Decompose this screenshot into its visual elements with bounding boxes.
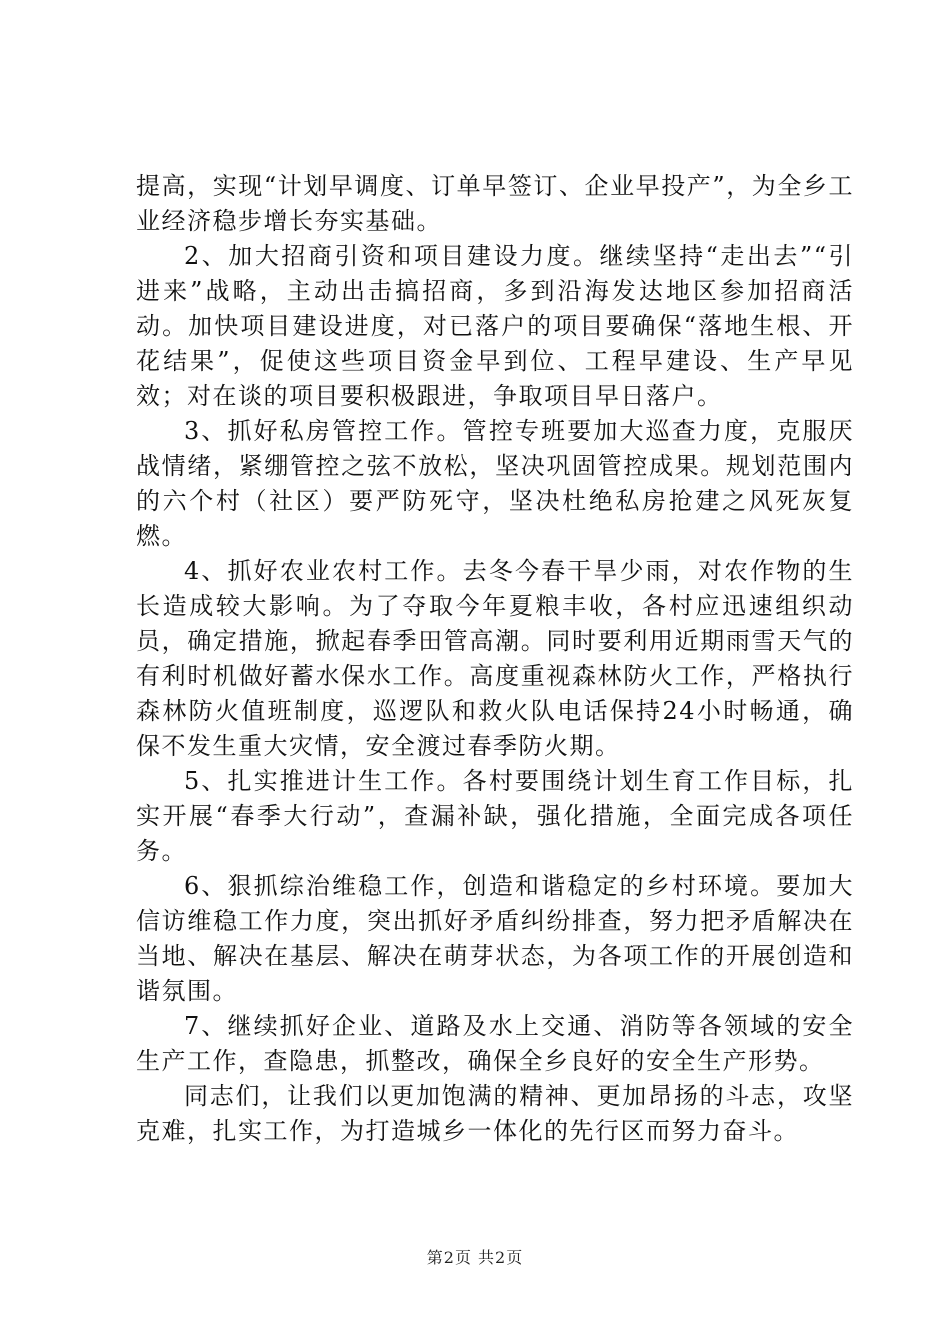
paragraph-housing-control: 3、抓好私房管控工作。管控专班要加大巡查力度，克服厌战情绪，紧绷管控之弦不放松，坚决巩固管控成果。规划范围内的六个村（社区）要严防死守，坚决杜绝私房抢建之风死灰复燃。 <box>136 417 854 550</box>
paragraph-continuation: 提高，实现“计划早调度、订单早签订、企业早投产”，为全乡工业经济稳步增长夯实基础。 <box>136 172 854 235</box>
paragraph-stability: 6、狠抓综治维稳工作，创造和谐稳定的乡村环境。要加大信访维稳工作力度，突出抓好矛盾纠纷排查，努力把矛盾解决在当地、解决在基层、解决在萌芽状态，为各项工作的开展创造和谐氛围。 <box>136 872 854 1005</box>
paragraph-safety: 7、继续抓好企业、道路及水上交通、消防等各领域的安全生产工作，查隐患，抓整改，确保全乡良好的安全生产形势。 <box>136 1012 854 1075</box>
paragraph-closing: 同志们，让我们以更加饱满的精神、更加昂扬的斗志，攻坚克难，扎实工作，为打造城乡一体化的先行区而努力奋斗。 <box>136 1082 854 1145</box>
paragraph-family-planning: 5、扎实推进计生工作。各村要围绕计划生育工作目标，扎实开展“春季大行动”，查漏补缺，强化措施，全面完成各项任务。 <box>136 767 854 865</box>
document-body <box>136 169 854 1149</box>
page-number: 第2页 共2页 <box>426 1248 524 1267</box>
paragraph-investment: 2、加大招商引资和项目建设力度。继续坚持“走出去”“引进来”战略，主动出击搞招商，多到沿海发达地区参加招商活动。加快项目建设进度，对已落户的项目要确保“落地生根、开花结果”，促使这些项目资金早到位、工程早建设、生产早见效；对在谈的项目要积极跟进，争取项目早日落户。 <box>136 242 854 410</box>
paragraph-agriculture: 4、抓好农业农村工作。去冬今春干旱少雨，对农作物的生长造成较大影响。为了夺取今年夏粮丰收，各村应迅速组织动员，确定措施，掀起春季田管高潮。同时要利用近期雨雪天气的有利时机做好蓄水保水工作。高度重视森林防火工作，严格执行森林防火值班制度，巡逻队和救火队电话保持24小时畅通，确保不发生重大灾情，安全渡过春季防火期。 <box>136 557 854 760</box>
